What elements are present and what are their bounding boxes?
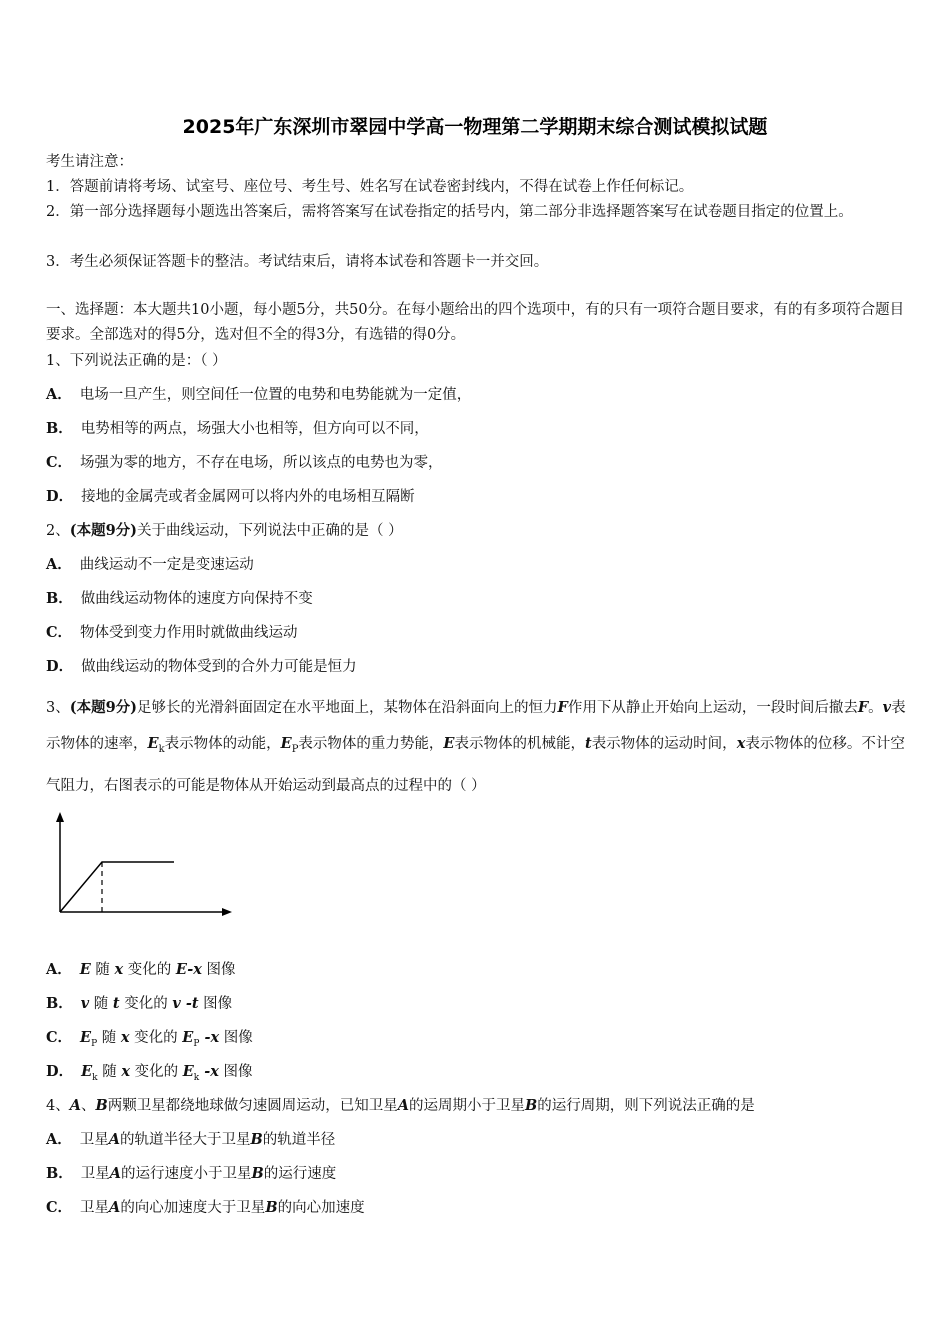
q3-text: 表示物体的速率， — [46, 700, 906, 752]
notice-heading: 考生请注意： — [46, 154, 133, 170]
opt-var: t — [112, 995, 120, 1012]
opt-text: 图像 — [201, 962, 236, 978]
q3-score: (本题9分) — [69, 699, 138, 716]
q2-score: (本题9分) — [69, 522, 138, 539]
q4-option-c — [46, 1198, 908, 1218]
option-label: A． — [46, 386, 72, 403]
option-label: D． — [46, 658, 74, 675]
opt-text: 的运行速度 — [263, 1166, 337, 1182]
q4-option-a — [46, 1130, 908, 1150]
opt-text: 卫星 — [80, 1166, 110, 1182]
opt-var: B — [250, 1131, 263, 1148]
q4-text: 两颗卫星都绕地球做匀速圆周运动，已知卫星 — [107, 1098, 398, 1114]
option-text: 接地的金属壳或者金属网可以将内外的电场相互隔断 — [81, 489, 415, 505]
q3-text: 足够长的光滑斜面固定在水平地面上，某物体在沿斜面向上的恒力 — [137, 700, 558, 716]
opt-text: 的向心加速度 — [277, 1200, 365, 1216]
q4-text: 的运行周期，则下列说法正确的是 — [537, 1098, 755, 1114]
opt-text: 随 — [89, 996, 113, 1012]
q2-option-a — [46, 555, 908, 575]
q4-var: B — [525, 1097, 538, 1114]
opt-var: E — [79, 961, 91, 978]
opt-var: v -t — [172, 995, 199, 1012]
option-label: B． — [46, 590, 73, 607]
option-text: 做曲线运动物体的速度方向保持不变 — [80, 591, 313, 607]
opt-var: E — [182, 1063, 194, 1080]
opt-var: A — [108, 1131, 121, 1148]
option-label: A． — [46, 1131, 72, 1148]
q3-text: 。 — [868, 700, 883, 716]
q3-text: 表示物体的位移。不计空气阻力，右图表示的可能是物体从开始运动到最高点的过程中的（ ） — [46, 736, 905, 794]
q3-option-c — [46, 1028, 908, 1054]
opt-sub: P — [193, 1038, 200, 1049]
q1-option-d — [46, 487, 908, 507]
q3-text: 表示物体的运动时间， — [591, 736, 737, 752]
q3-var: F — [557, 699, 568, 716]
option-label: C． — [46, 1029, 73, 1046]
opt-var: A — [109, 1165, 122, 1182]
opt-text: 的向心加速度大于卫星 — [120, 1200, 266, 1216]
page-title: 2025年广东深圳市翠园中学高一物理第二学期期末综合测试模拟试题 — [182, 116, 768, 138]
option-label: A． — [46, 961, 72, 978]
opt-var: A — [109, 1199, 121, 1216]
opt-var: x — [114, 961, 124, 978]
option-text: 做曲线运动的物体受到的合外力可能是恒力 — [81, 659, 357, 675]
option-text: 电场一旦产生，则空间任一位置的电势和电势能就为一定值， — [79, 387, 472, 403]
q3-text: 表示物体的重力势能， — [298, 736, 444, 752]
opt-text: 图像 — [198, 996, 233, 1012]
q3-stem — [46, 690, 908, 804]
opt-var: -x — [199, 1063, 219, 1080]
opt-text: 的运行速度小于卫星 — [121, 1166, 252, 1182]
q3-number: 3、 — [46, 700, 70, 716]
opt-text: 随 — [90, 962, 115, 978]
q3-var: E — [280, 735, 292, 752]
q3-text: 作用下从静止开始向上运动，一段时间后撤去 — [567, 700, 858, 716]
opt-text: 图像 — [218, 1064, 253, 1080]
q3-text: 表示物体的动能， — [164, 736, 281, 752]
q1-option-a — [46, 385, 908, 405]
opt-text: 变化的 — [119, 996, 173, 1012]
option-label: D． — [46, 488, 74, 505]
q2-text: 关于曲线运动，下列说法中正确的是（ ） — [137, 523, 403, 539]
graph-y-arrow — [56, 812, 64, 822]
notice-item-1: 1．答题前请将考场、试室号、座位号、考生号、姓名写在试卷密封线内，不得在试卷上作任何标记。 — [46, 179, 694, 195]
q4-text: 的运周期小于卫星 — [409, 1098, 526, 1114]
q3-var: x — [736, 735, 746, 752]
q3-option-b — [46, 994, 908, 1014]
q3-option-a — [46, 960, 908, 980]
q4-stem — [46, 1096, 908, 1116]
graph-curve — [60, 862, 174, 912]
option-text: 电势相等的两点，场强大小也相等，但方向可以不同， — [80, 421, 429, 437]
notice-item-3: 3．考生必须保证答题卡的整洁。考试结束后，请将本试卷和答题卡一并交回。 — [46, 254, 549, 270]
q1-stem: 1、下列说法正确的是：（ ） — [46, 353, 227, 369]
section-intro: 一、选择题：本大题共10小题，每小题5分，共50分。在每小题给出的四个选项中，有的只有一项符合题目要求，有的有多项符合题目要求。全部选对的得5分，选对但不全的得3分，有选错的得0分。 — [46, 302, 905, 343]
graph-x-arrow — [222, 908, 232, 916]
opt-text: 变化的 — [129, 1064, 183, 1080]
opt-text: 随 — [97, 1030, 121, 1046]
notice-item-2: 2．第一部分选择题每小题选出答案后，需将答案写在试卷指定的括号内，第二部分非选择题答案写在试卷题目指定的位置上。 — [46, 204, 853, 220]
option-label: C． — [46, 454, 73, 471]
opt-var: E-x — [175, 961, 202, 978]
opt-var: v — [80, 995, 90, 1012]
q3-var: t — [584, 735, 592, 752]
q3-option-d — [46, 1062, 908, 1088]
q4-option-b — [46, 1164, 908, 1184]
option-label: D． — [46, 1063, 74, 1080]
q1-option-c — [46, 453, 908, 473]
opt-var: x — [120, 1029, 130, 1046]
q1-option-b — [46, 419, 908, 439]
q3-sub: P — [291, 743, 299, 755]
opt-text: 变化的 — [129, 1030, 183, 1046]
opt-sub: k — [193, 1072, 200, 1083]
q2-option-d — [46, 657, 908, 677]
option-text: 曲线运动不一定是变速运动 — [79, 557, 254, 573]
option-label: B． — [46, 420, 73, 437]
option-label: C． — [46, 1199, 73, 1216]
q3-sub: k — [158, 743, 165, 755]
q3-var: E — [147, 735, 159, 752]
opt-text: 卫星 — [80, 1200, 110, 1216]
q4-text: 、 — [81, 1098, 96, 1114]
opt-var: E — [80, 1029, 92, 1046]
opt-text: 图像 — [219, 1030, 253, 1046]
option-text: 物体受到变力作用时就做曲线运动 — [80, 625, 298, 641]
opt-var: x — [121, 1063, 130, 1080]
option-label: A． — [46, 556, 72, 573]
opt-text: 的轨道半径 — [262, 1132, 336, 1148]
option-text: 场强为零的地方，不存在电场，所以该点的电势也为零， — [80, 455, 443, 471]
q2-number: 2、 — [46, 523, 70, 539]
q4-var: A — [397, 1097, 410, 1114]
opt-var: B — [265, 1199, 278, 1216]
q2-option-b — [46, 589, 908, 609]
q4-var: B — [95, 1097, 108, 1114]
q4-number: 4、 — [46, 1098, 70, 1114]
opt-text: 卫星 — [79, 1132, 109, 1148]
opt-var: -x — [199, 1029, 220, 1046]
opt-text: 的轨道半径大于卫星 — [120, 1132, 251, 1148]
opt-var: E — [182, 1029, 194, 1046]
option-label: C． — [46, 624, 73, 641]
option-label: B． — [46, 1165, 73, 1182]
opt-text: 变化的 — [123, 962, 176, 978]
q2-stem — [46, 521, 908, 541]
q3-var: F — [857, 699, 869, 716]
opt-var: B — [251, 1165, 264, 1182]
opt-sub: P — [91, 1038, 98, 1049]
q3-var: v — [882, 699, 892, 716]
opt-text: 随 — [97, 1064, 122, 1080]
option-label: B． — [46, 995, 73, 1012]
q3-var: E — [443, 735, 455, 752]
q3-text: 表示物体的机械能， — [454, 736, 585, 752]
opt-sub: k — [92, 1072, 98, 1083]
q4-var: A — [69, 1097, 81, 1114]
opt-var: E — [81, 1063, 93, 1080]
q3-graph — [48, 810, 238, 925]
q2-option-c — [46, 623, 908, 643]
